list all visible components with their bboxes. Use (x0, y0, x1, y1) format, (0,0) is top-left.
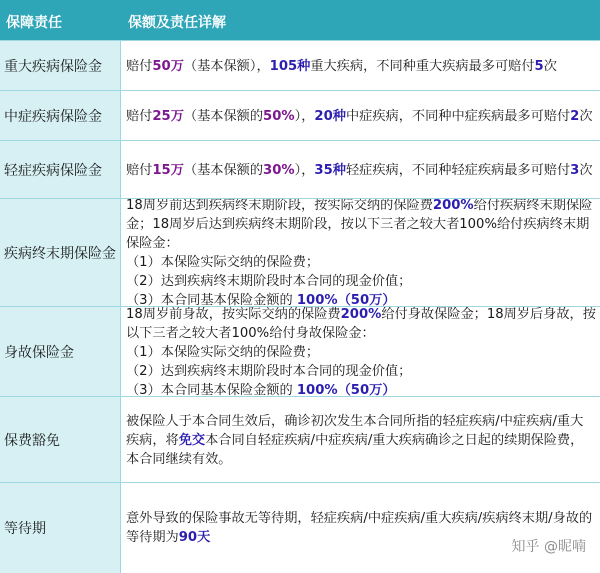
row-detail: 赔付50万（基本保额），105种重大疾病，不同种重大疾病最多可赔付5次 (126, 58, 557, 74)
table-row (0, 482, 600, 573)
row-detail: 意外导致的保险事故无等待期，轻症疾病/中症疾病/重大疾病/疾病终末期/身故的等待期为90天 (126, 511, 593, 545)
row-label: 轻症疾病保险金 (0, 141, 121, 199)
table-header (0, 0, 600, 40)
row-label: 等待期 (0, 483, 121, 573)
row-label: 疾病终末期保险金 (0, 199, 121, 307)
row-label: 保费豁免 (0, 397, 121, 483)
row-detail: 18周岁前身故，按实际交纳的保险费200%给付身故保险金；18周岁后身故，按以下三者之较大者100%给付身故保险金： （1）本保险实际交纳的保险费； （2）达到疾病终末期阶段时本合同的现金价值； （3）本合同基本保险金额的 100%（50万） (126, 307, 596, 397)
header-coverage-detail: 保额及责任详解 (128, 15, 226, 31)
row-detail: 赔付15万（基本保额的30%），35种轻症疾病，不同种轻症疾病最多可赔付3次 (126, 162, 593, 178)
row-detail: 赔付25万（基本保额的50%），20种中症疾病，不同种中症疾病最多可赔付2次 (126, 108, 593, 124)
row-label: 身故保险金 (0, 307, 121, 397)
table-row (0, 140, 600, 199)
row-detail: 被保险人于本合同生效后，确诊初次发生本合同所指的轻症疾病/中症疾病/重大疾病，将免交本合同自轻症疾病/中症疾病/重大疾病确诊之日起的续期保险费，本合同继续有效。 (126, 413, 584, 467)
table-row (0, 198, 600, 307)
watermark: 知乎 @昵喃 (508, 534, 590, 558)
header-coverage-item: 保障责任 (6, 15, 62, 31)
row-detail: 18周岁前达到疾病终末期阶段，按实际交纳的保险费200%给付疾病终末期保险金；18周岁后达到疾病终末期阶段，按以下三者之较大者100%给付疾病终末期保险金： （1）本保险实际交纳的保险费； （2）达到疾病终末期阶段时本合同的现金价值； （3）本合同基本保险金额的 100%（50万） (126, 199, 593, 307)
table-row (0, 306, 600, 397)
table-row (0, 40, 600, 91)
row-label: 中症疾病保险金 (0, 91, 121, 141)
table-row (0, 396, 600, 483)
table-row (0, 90, 600, 141)
row-label: 重大疾病保险金 (0, 41, 121, 91)
